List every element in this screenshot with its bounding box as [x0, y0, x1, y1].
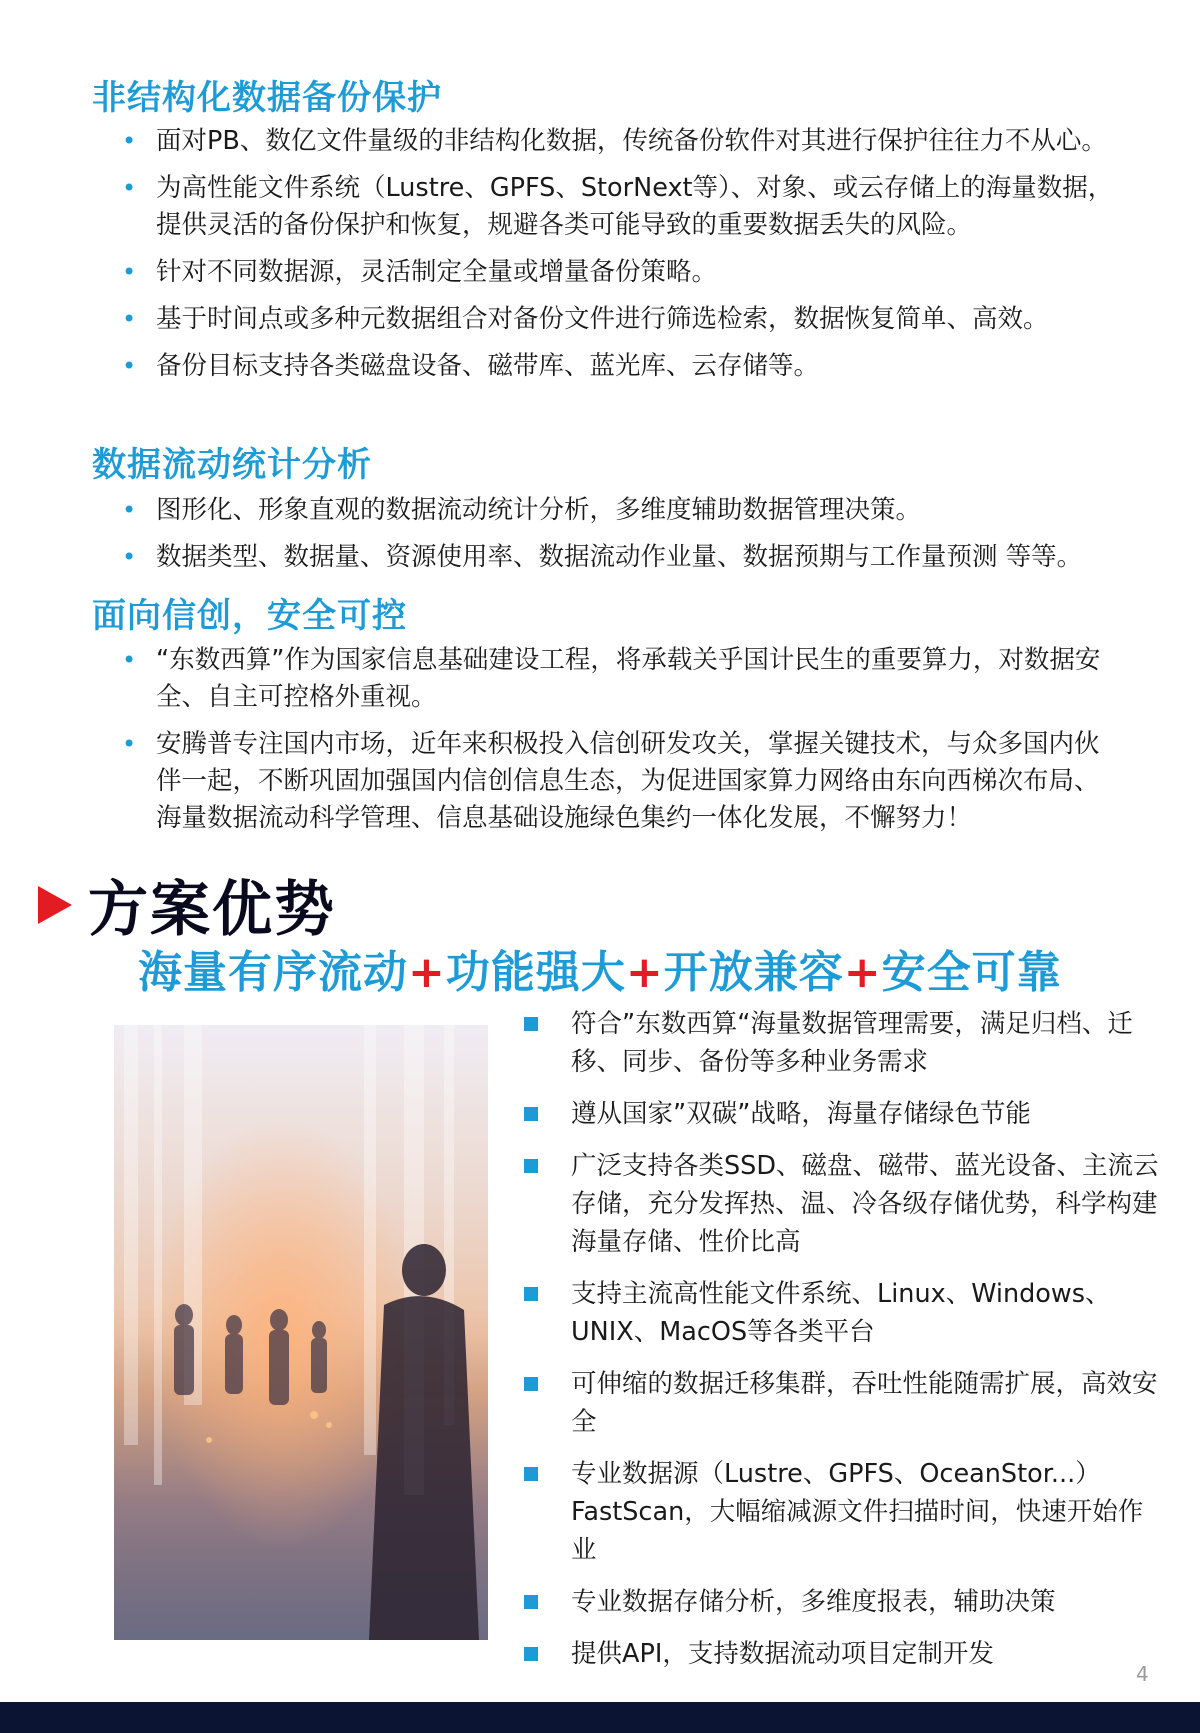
list-item: • 为高性能文件系统（Lustre、GPFS、StorNext等）、对象、或云存储上的海量数据，提供灵活的备份保护和恢复，规避各类可能导致的重要数据丢失的风险。 — [120, 170, 1120, 244]
photo-illustration — [114, 1025, 488, 1640]
bullet-icon: • — [122, 543, 137, 571]
red-triangle-icon — [38, 886, 72, 924]
bullet-icon: • — [122, 646, 137, 674]
list-item: 支持主流高性能文件系统、Linux、Windows、UNIX、MacOS等各类平台 — [522, 1275, 1162, 1351]
square-bullet-icon — [524, 1595, 538, 1609]
list-item: 专业数据存储分析，多维度报表，辅助决策 — [522, 1583, 1162, 1621]
footer-band — [0, 1702, 1200, 1733]
square-bullet-icon — [524, 1017, 538, 1031]
list-item: • 面对PB、数亿文件量级的非结构化数据，传统备份软件对其进行保护往往力不从心。 — [120, 123, 1120, 160]
business-crowd-photo — [114, 1025, 488, 1640]
list-item: 广泛支持各类SSD、磁盘、磁带、蓝光设备、主流云存储，充分发挥热、温、冷各级存储优势，科学构建海量存储、性价比高 — [522, 1147, 1162, 1261]
section-title-analytics: 数据流动统计分析 — [92, 445, 372, 485]
bullet-icon: • — [122, 174, 137, 202]
section-title-backup: 非结构化数据备份保护 — [92, 78, 442, 118]
list-item: • 基于时间点或多种元数据组合对备份文件进行筛选检索，数据恢复简单、高效。 — [120, 301, 1120, 338]
square-bullet-icon — [524, 1467, 538, 1481]
section-title-xinchuang: 面向信创，安全可控 — [92, 596, 407, 636]
bullet-icon: • — [122, 305, 137, 333]
page-number: 4 — [1136, 1662, 1149, 1686]
list-item: • 数据类型、数据量、资源使用率、数据流动作业量、数据预期与工作量预测 等等。 — [120, 539, 1120, 576]
list-item: • 备份目标支持各类磁盘设备、磁带库、蓝光库、云存储等。 — [120, 348, 1120, 385]
advantages-slogan: 海量有序流动+功能强大+开放兼容+安全可靠 — [138, 947, 1062, 998]
analytics-bullet-list — [120, 492, 1120, 586]
list-item: 可伸缩的数据迁移集群，吞吐性能随需扩展，高效安全 — [522, 1365, 1162, 1441]
list-item: 提供API，支持数据流动项目定制开发 — [522, 1635, 1162, 1673]
list-item: 遵从国家”双碳”战略，海量存储绿色节能 — [522, 1095, 1162, 1133]
list-item: 专业数据源（Lustre、GPFS、OceanStor...）FastScan，大幅缩减源文件扫描时间，快速开始作业 — [522, 1455, 1162, 1569]
list-item: 符合”东数西算“海量数据管理需要，满足归档、迁移、同步、备份等多种业务需求 — [522, 1005, 1162, 1081]
square-bullet-icon — [524, 1107, 538, 1121]
bullet-icon: • — [122, 258, 137, 286]
bullet-icon: • — [122, 352, 137, 380]
list-item: • “东数西算”作为国家信息基础建设工程，将承载关乎国计民生的重要算力，对数据安全、自主可控格外重视。 — [120, 642, 1120, 716]
bullet-icon: • — [122, 496, 137, 524]
backup-bullet-list — [120, 123, 1120, 395]
list-item: • 图形化、形象直观的数据流动统计分析，多维度辅助数据管理决策。 — [120, 492, 1120, 529]
square-bullet-icon — [524, 1647, 538, 1661]
square-bullet-icon — [524, 1287, 538, 1301]
bullet-icon: • — [122, 730, 137, 758]
list-item: • 针对不同数据源，灵活制定全量或增量备份策略。 — [120, 254, 1120, 291]
square-bullet-icon — [524, 1159, 538, 1173]
square-bullet-icon — [524, 1377, 538, 1391]
advantages-title: 方案优势 — [88, 875, 336, 945]
bullet-icon: • — [122, 127, 137, 155]
xinchuang-bullet-list — [120, 642, 1120, 847]
advantages-list — [522, 1005, 1162, 1687]
list-item: • 安腾普专注国内市场，近年来积极投入信创研发攻关，掌握关键技术，与众多国内伙伴一起，不断巩固加强国内信创信息生态，为促进国家算力网络由东向西梯次布局、海量数据流动科学管理、信息基础设施绿色集约一体化发展，不懈努力！ — [120, 726, 1120, 837]
